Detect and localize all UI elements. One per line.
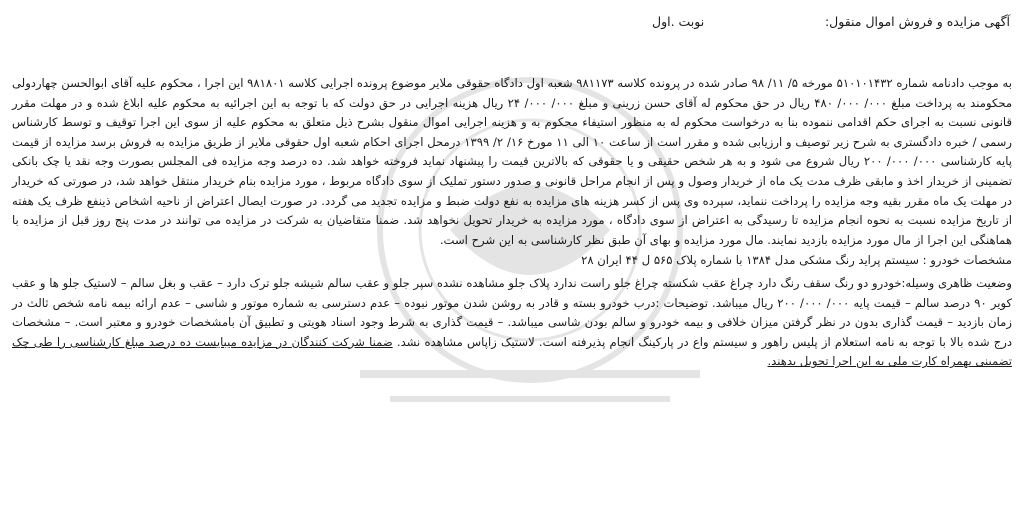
notice-body-paragraph: به موجب دادنامه شماره ۵۱۰۱۰۱۴۳۲ مورخه ۵/ ۱۱/ ۹۸ صادر شده در پرونده کلاسه ۹۸۱۱۷۳ شعبه اول دادگاه حقوقی ملایر موضوع پرونده اجرایی کلاسه ۹۸۱۸۰۱ این اجرا ، محکوم علیه آقای ابوالحسن چهاردولی محکومند به پرداخت مبلغ ۰۰۰/ ۰۰۰/ ۴۸۰ ریال در حق محکوم له آقای حسن زرینی و مبلغ ۰۰۰/ ۰۰۰/ ۲۴ ریال هزینه اجرایی در حق دولت که با توجه به این اجرائیه به محکوم علیه ابلاغ شده و در مهلت مقرر قانونی نسبت به اجرای حکم اقدامی ننموده بنا به درخواست محکوم له به منظور استیفاء محکوم به و هزینه اجرایی اموال منقول بشرح ذیل متعلق به محکوم علیه از سوی این اجرا توقیف و توسط کارشناس رسمی / خبره دادگستری به شرح زیر توصیف و ارزیابی شده و مقرر است از ساعت ۱۰ الی ۱۱ مورخ ۱۶/ ۲/ ۱۳۹۹ درمحل اجرای احکام شعبه اول حقوقی ملایر از طریق مزایده به فروش برسد مزایده از قیمت پایه کارشناسی ۰۰۰/ ۰۰۰/ ۲۰۰ ریال شروع می شود و به هر شخص حقیقی و یا حقوقی که بالاترین قیمت را پیشنهاد نماید فروخته خواهد شد. ده درصد وجه مزایده فی المجلس بصورت وجه نقد یا چک بانکی تضمینی از خریدار اخذ و مابقی ظرف مدت یک ماه از خریدار وصول و پس از انجام مراحل قانونی و صدور دستور تملیک از سوی دادگاه مربوط ، مورد مزایده بنام خریدار منتقل خواهد شد، در صورتی که خریدار در مهلت یک ماه مقرر بقیه وجه مزایده را پرداخت ننماید، سپرده وی پس از کسر هزینه های مزایده به نفع دولت ضبط و مزایده تجدید می گردد. در صورت ایصال اعتراض از ناحیه اشخاص ذینفع ظرف یک هفته از تاریخ مزایده نسبت به نحوه انجام مزایده تا رسیدگی به اعتراض از سوی دادگاه ، مورد مزایده به خریدار تحویل نخواهد شد. ضمنا متقاضیان به شرکت در مزایده می توانند در مدت پنج روز قبل از مزایده با هماهنگی این اجرا از مال مورد مزایده بازدید نمایند. مال مورد مزایده و بهای آن طبق نظر کارشناسی به این شرح است. [12, 76, 1013, 247]
notice-title: آگهی مزایده و فروش اموال منقول: [824, 14, 1010, 29]
notice-header [12, 8, 1012, 34]
vehicle-condition-text: وضعیت ظاهری وسیله:خودرو دو رنگ سقف رنگ دارد چراغ عقب شکسته چراغ جلو راست ندارد پلاک جلو مشاهده نشده سپر جلو و عقب سالم شیشه جلو ترک دارد – عقب و بغل سالم – لاستیک جلو ها و عقب کویر ۹۰ درصد سالم – قیمت پایه ۰۰۰/ ۰۰۰/ ۲۰۰ ریال میباشد. توضیحات :درب خودرو بسته و قادر به روشن شدن موتور نبوده – عدم دسترسی به شماره موتور و شاسی – عدم ارائه بیمه نامه شخص ثالث در زمان بازدید – قیمت گذاری بدون در نظر گرفتن میزان خلافی و بیمه خودرو و سالم بودن شاسی میباشد. – قیمت گذاری به شرط وجود اسناد هویتی و تطبیق آن بامشخصات خودرو و معتبر است. – مشخصات درج شده بالا با توجه به نامه استعلام از پلیس راهور و سیستم واع در پارکینگ انجام پذیرفته است. لاستیک زاپاس مشاهده نشد. [12, 275, 1012, 349]
vehicle-condition [12, 274, 1012, 372]
guarantee-note: ضمنا شرکت کنندگان در مزایده میبایست ده درصد مبلغ کارشناسی را طی چک تضمینی بهمراه کارت ملی به این اجرا تحویل بدهند. [12, 334, 1012, 369]
vehicle-spec-line: مشخصات خودرو : سیستم پراید رنگ مشکی مدل ۱۳۸۴ با شماره پلاک ۵۶۵ ل ۴۴ ایران ۲۸ [581, 253, 1012, 268]
notice-round: نوبت .اول [652, 14, 705, 29]
